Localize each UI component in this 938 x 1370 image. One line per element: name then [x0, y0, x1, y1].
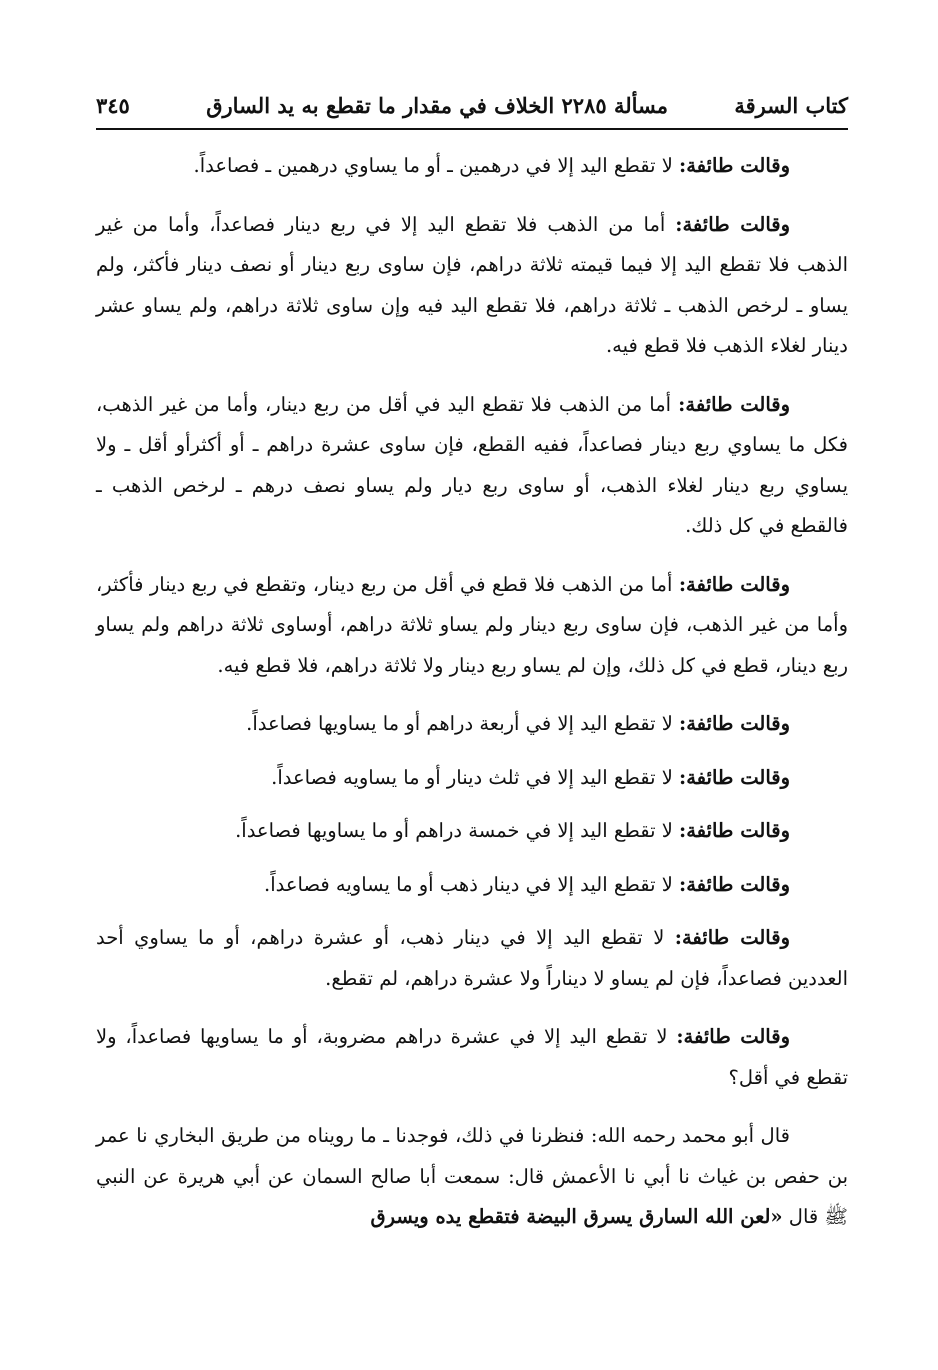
paragraph [96, 918, 848, 999]
paragraph [96, 811, 848, 852]
paragraph-text: أما من الذهب فلا تقطع اليد إلا في ربع دينار فصاعداً، وأما من غير الذهب فلا تقطع اليد إلا فيما قيمته ثلاثة دراهم، فإن ساوى ربع دينار أو نصف دينار فأكثر، ولم يساو ـ لرخص الذهب ـ ثلاثة دراهم، فلا تقطع اليد فيه وإن ساوى ثلاثة دراهم، ولم يساو عشر دينار لغلاء الذهب فلا قطع فيه. [96, 212, 848, 357]
paragraph-text: لا تقطع اليد إلا في عشرة دراهم مضروبة، أو ما يساويها فصاعداً، ولا تقطع في أقل؟ [96, 1025, 848, 1089]
paragraph [96, 146, 848, 187]
paragraph [96, 758, 848, 799]
paragraph-lead: وقالت طائفة: [676, 1025, 790, 1048]
paragraph-text: لا تقطع اليد إلا في درهمين ـ أو ما يساوي درهمين ـ فصاعداً. [193, 154, 680, 177]
paragraph [96, 205, 848, 367]
running-head [96, 88, 848, 124]
paragraph-lead: وقالت طائفة: [678, 392, 791, 416]
paragraph-lead: وقالت طائفة: [679, 154, 790, 177]
paragraph-text: قال أبو محمد رحمه الله: فنظرنا في ذلك، فوجدنا ـ ما رويناه من طريق البخاري نا عمر بن حفص بن غياث نا أبي نا الأعمش قال: سمعت أبا صالح السمان عن أبي هريرة عن النبي ﷺ قال [96, 1124, 848, 1228]
paragraph-text: لا تقطع اليد إلا في دينار ذهب أو ما يساويه فصاعداً. [264, 872, 680, 896]
paragraph [96, 385, 848, 547]
paragraph-text: لا تقطع اليد إلا في أربعة دراهم أو ما يساويها فصاعداً. [246, 712, 680, 735]
paragraph [96, 865, 848, 906]
paragraph-lead: وقالت طائفة: [679, 872, 790, 896]
header-rule [96, 128, 848, 130]
book-title: كتاب السرقة [734, 93, 848, 118]
paragraph-text: أما من الذهب فلا قطع في أقل من ربع دينار، وتقطع في ربع دينار فأكثر، وأما من غير الذهب، فإن ساوى ربع دينار ولم يساو ثلاثة دراهم، أوساوى ثلاثة دراهم ولم يساو ربع دينار، قطع في كل ذلك، وإن لم يساو ربع دينار ولا ثلاثة دراهم، فلا قطع فيه. [96, 572, 848, 677]
book-page [96, 88, 848, 1256]
paragraph [96, 565, 848, 687]
paragraph-lead: وقالت طائفة: [679, 765, 790, 789]
paragraph [96, 1017, 848, 1098]
body-text [96, 146, 848, 1238]
paragraph-lead: وقالت طائفة: [679, 712, 790, 735]
paragraph-text: لا تقطع اليد إلا في ثلث دينار أو ما يساويه فصاعداً. [271, 765, 680, 789]
paragraph-text: لا تقطع اليد إلا في دينار ذهب، أو عشرة دراهم، أو ما يساوي أحد العددين فصاعداً، فإن لم يساو لا ديناراً ولا عشرة دراهم، لم تقطع. [96, 926, 848, 990]
paragraph-text: أما من الذهب فلا تقطع اليد في أقل من ربع دينار، وأما من غير الذهب، فكل ما يساوي ربع دينار فصاعداً، ففيه القطع، فإن ساوى عشرة دراهم ـ أو أكثرأو أقل ـ ولا يساوي ربع دينار لغلاء الذهب، أو ساوى ربع ديار ولم يساو نصف درهم ـ لرخص الذهب ـ فالقطع في كل ذلك. [96, 392, 848, 537]
paragraph-lead: وقالت طائفة: [674, 926, 790, 949]
page-number: ٣٤٥ [96, 93, 130, 118]
issue-title: مسألة ٢٢٨٥ الخلاف في مقدار ما تقطع به يد السارق [206, 93, 668, 118]
paragraph-lead: وقالت طائفة: [679, 819, 790, 842]
paragraph-lead: وقالت طائفة: [678, 572, 790, 596]
paragraph-text: لا تقطع اليد إلا في خمسة دراهم أو ما يساويها فصاعداً. [235, 819, 680, 842]
paragraph [96, 704, 848, 745]
paragraph [96, 1116, 848, 1238]
paragraph-lead: وقالت طائفة: [675, 212, 790, 236]
hadith-quote: «لعن الله السارق يسرق البيضة فتقطع يده ويسرق [370, 1205, 783, 1228]
